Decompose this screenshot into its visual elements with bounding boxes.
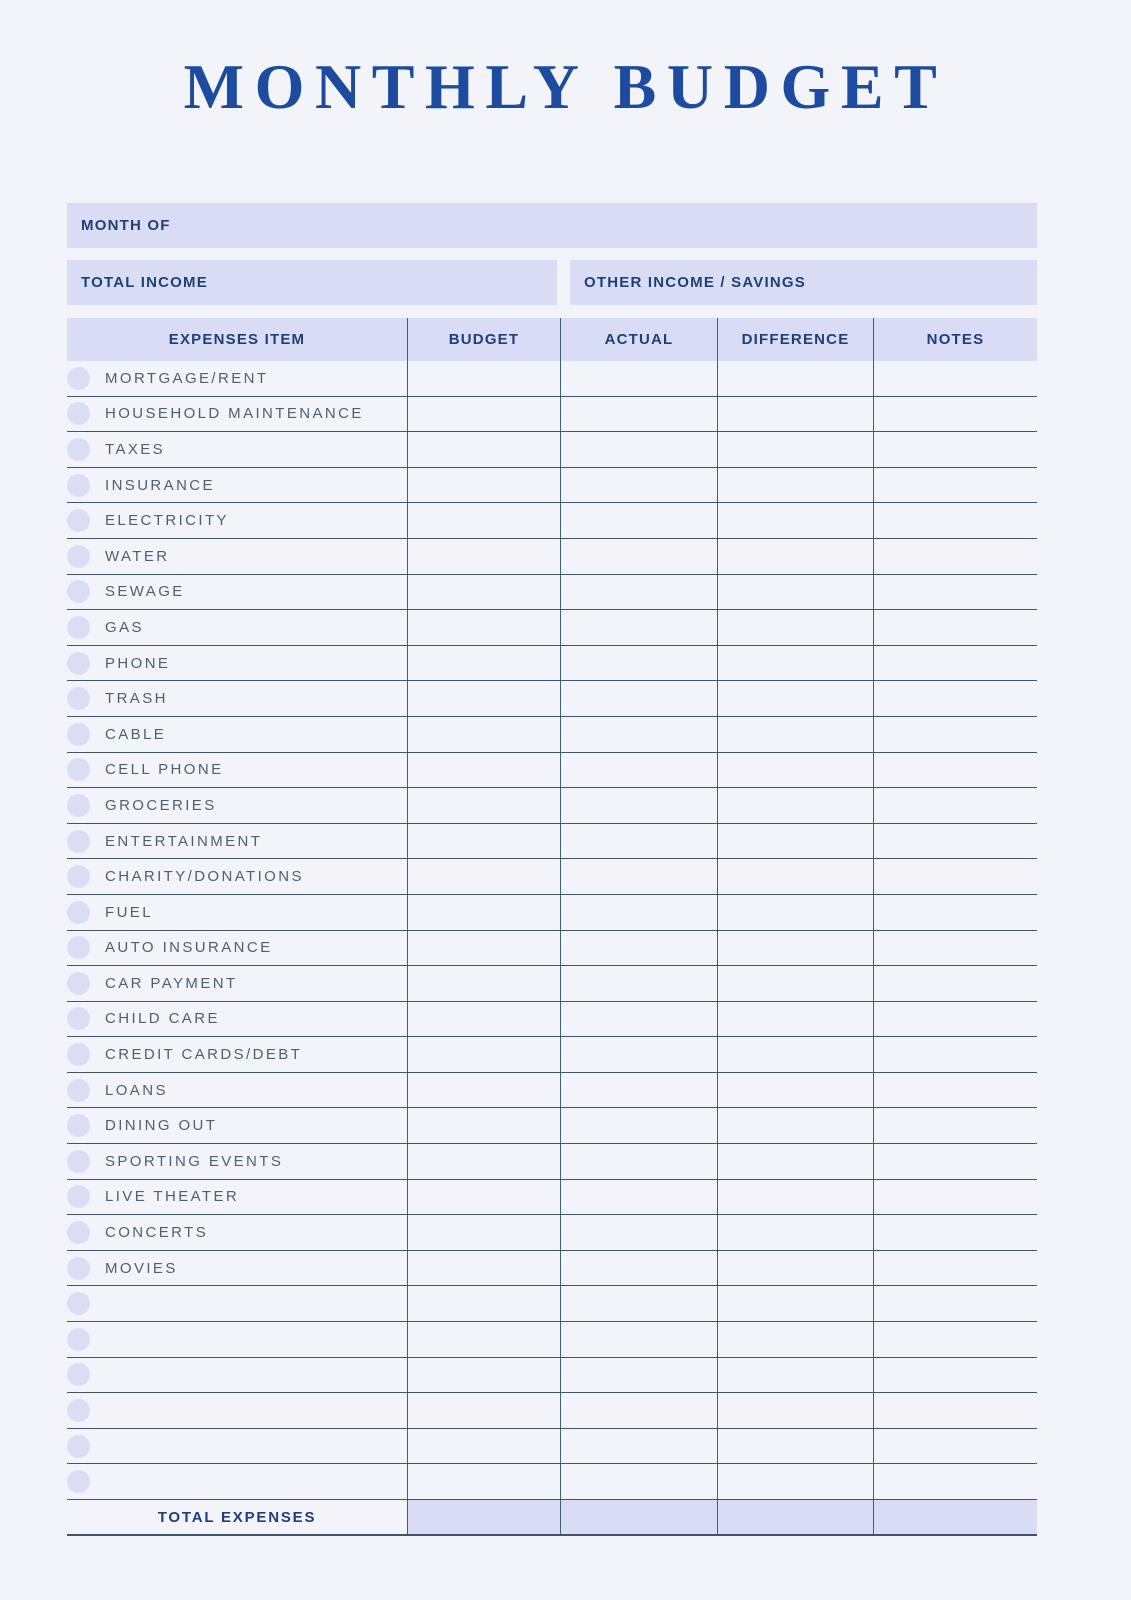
notes-cell[interactable] [874,1215,1037,1250]
table-row [67,1144,1037,1180]
bullet-circle-icon [67,1185,90,1208]
difference-cell[interactable] [718,895,874,930]
table-row [67,610,1037,646]
bullet-circle-icon [67,794,90,817]
difference-cell[interactable] [718,753,874,788]
table-row [67,1180,1037,1216]
table-row [67,859,1037,895]
header-expenses-item: EXPENSES ITEM [67,318,408,361]
actual-cell[interactable] [561,1144,718,1179]
difference-cell[interactable] [718,931,874,966]
table-row [67,1251,1037,1287]
table-row [67,1108,1037,1144]
budget-cell[interactable] [408,1073,561,1108]
difference-cell[interactable] [718,859,874,894]
bullet-circle-icon [67,545,90,568]
budget-cell[interactable] [408,468,561,503]
bullet-circle-icon [67,474,90,497]
budget-cell[interactable] [408,575,561,610]
total-income-label: TOTAL INCOME [81,274,208,291]
table-body [67,361,1037,1500]
expense-item-cell [67,1180,408,1215]
budget-cell[interactable] [408,753,561,788]
table-header-row [67,318,1037,361]
budget-cell[interactable] [408,610,561,645]
expense-item-label: ENTERTAINMENT [105,832,263,850]
actual-cell[interactable] [561,717,718,752]
expense-item-label: INSURANCE [105,476,215,494]
table-row [67,1286,1037,1322]
expense-item-cell [67,1108,408,1143]
expense-item-label: AUTO INSURANCE [105,939,273,957]
table-row [67,1002,1037,1038]
notes-cell[interactable] [874,681,1037,716]
bullet-circle-icon [67,616,90,639]
bullet-circle-icon [67,1399,90,1422]
difference-cell[interactable] [718,432,874,467]
actual-cell[interactable] [561,1322,718,1357]
expense-item-label: DINING OUT [105,1117,218,1135]
month-of-label: MONTH OF [81,217,171,234]
table-row [67,503,1037,539]
actual-cell[interactable] [561,1358,718,1393]
table-row [67,895,1037,931]
expense-item-label: CHILD CARE [105,1010,220,1028]
difference-cell[interactable] [718,717,874,752]
budget-cell[interactable] [408,1144,561,1179]
table-row [67,681,1037,717]
budget-cell[interactable] [408,859,561,894]
expense-item-cell [67,1429,408,1464]
notes-cell[interactable] [874,1358,1037,1393]
budget-cell[interactable] [408,1002,561,1037]
budget-cell[interactable] [408,397,561,432]
expense-item-label: GAS [105,618,144,636]
table-row [67,575,1037,611]
difference-cell[interactable] [718,1144,874,1179]
actual-cell[interactable] [561,1464,718,1499]
expense-item-cell [67,539,408,574]
notes-cell[interactable] [874,1286,1037,1321]
header-actual: ACTUAL [561,318,718,361]
expense-item-cell [67,931,408,966]
difference-cell[interactable] [718,539,874,574]
budget-cell[interactable] [408,1393,561,1428]
notes-cell[interactable] [874,1322,1037,1357]
table-row [67,397,1037,433]
notes-cell[interactable] [874,610,1037,645]
expense-item-cell [67,1215,408,1250]
expenses-table [67,318,1037,1536]
actual-cell[interactable] [561,575,718,610]
budget-cell[interactable] [408,966,561,1001]
budget-cell[interactable] [408,503,561,538]
header-budget: BUDGET [408,318,561,361]
expense-item-cell [67,1037,408,1072]
difference-cell[interactable] [718,575,874,610]
expense-item-label: FUEL [105,903,153,921]
budget-cell[interactable] [408,931,561,966]
actual-cell[interactable] [561,1251,718,1286]
bullet-circle-icon [67,1435,90,1458]
table-row [67,468,1037,504]
expense-item-cell [67,1251,408,1286]
bullet-circle-icon [67,901,90,924]
budget-cell[interactable] [408,646,561,681]
actual-cell[interactable] [561,1108,718,1143]
notes-cell[interactable] [874,1002,1037,1037]
bullet-circle-icon [67,1328,90,1351]
actual-cell[interactable] [561,1286,718,1321]
difference-cell[interactable] [718,1393,874,1428]
actual-cell[interactable] [561,503,718,538]
notes-cell[interactable] [874,1180,1037,1215]
difference-cell[interactable] [718,361,874,396]
bullet-circle-icon [67,402,90,425]
expense-item-cell [67,824,408,859]
notes-cell[interactable] [874,575,1037,610]
notes-cell[interactable] [874,1108,1037,1143]
difference-cell[interactable] [718,610,874,645]
expense-item-label: TAXES [105,440,166,458]
expense-item-cell [67,646,408,681]
difference-cell[interactable] [718,1286,874,1321]
header-notes: NOTES [926,331,985,348]
bullet-circle-icon [67,580,90,603]
notes-cell[interactable] [874,753,1037,788]
expense-item-label: GROCERIES [105,796,217,814]
expense-item-cell [67,1144,408,1179]
expense-item-cell [67,503,408,538]
expense-item-cell [67,1073,408,1108]
page-content [67,203,1037,1536]
total-expenses-row [67,1500,1037,1536]
notes-cell[interactable] [874,788,1037,823]
expense-item-label: LIVE THEATER [105,1188,240,1206]
budget-cell[interactable] [408,895,561,930]
notes-cell[interactable] [874,931,1037,966]
notes-cell[interactable] [874,859,1037,894]
difference-cell[interactable] [718,1037,874,1072]
page-title: MONTHLY BUDGET [183,51,948,122]
budget-cell[interactable] [408,1037,561,1072]
expense-item-cell [67,966,408,1001]
difference-cell[interactable] [718,397,874,432]
budget-cell[interactable] [408,1180,561,1215]
table-row [67,931,1037,967]
actual-cell[interactable] [561,468,718,503]
table-row [67,539,1037,575]
expense-item-cell [67,1393,408,1428]
table-row [67,824,1037,860]
expense-item-cell [67,610,408,645]
difference-cell[interactable] [718,824,874,859]
expense-item-cell [67,681,408,716]
bullet-circle-icon [67,1363,90,1386]
table-row [67,966,1037,1002]
actual-cell[interactable] [561,1180,718,1215]
header-difference: DIFFERENCE [718,318,874,361]
table-row [67,1464,1037,1500]
budget-cell[interactable] [408,1215,561,1250]
budget-cell[interactable] [408,539,561,574]
bullet-circle-icon [67,936,90,959]
difference-cell[interactable] [718,1002,874,1037]
actual-cell[interactable] [561,361,718,396]
table-row [67,1215,1037,1251]
expense-item-label: CONCERTS [105,1224,209,1242]
expense-item-label: CABLE [105,725,167,743]
bullet-circle-icon [67,652,90,675]
table-row [67,753,1037,789]
expense-item-label: CHARITY/DONATIONS [105,868,304,886]
expense-item-label: LOANS [105,1081,168,1099]
notes-cell[interactable] [874,397,1037,432]
expense-item-cell [67,1286,408,1321]
budget-cell[interactable] [408,1108,561,1143]
difference-cell[interactable] [718,1073,874,1108]
actual-cell[interactable] [561,753,718,788]
notes-cell[interactable] [874,824,1037,859]
table-row [67,432,1037,468]
notes-cell[interactable] [874,1144,1037,1179]
difference-cell[interactable] [718,1108,874,1143]
difference-cell[interactable] [718,1429,874,1464]
bullet-circle-icon [67,367,90,390]
notes-cell[interactable] [874,1037,1037,1072]
notes-cell[interactable] [874,1429,1037,1464]
expense-item-cell [67,1322,408,1357]
expense-item-cell [67,1358,408,1393]
actual-cell[interactable] [561,824,718,859]
other-income-field[interactable] [570,260,1037,305]
actual-cell[interactable] [561,397,718,432]
actual-cell[interactable] [561,1073,718,1108]
total-actual-cell[interactable] [561,1500,718,1534]
expense-item-label: CAR PAYMENT [105,974,238,992]
expense-item-label: HOUSEHOLD MAINTENANCE [105,405,364,423]
month-of-field[interactable] [67,203,1037,248]
notes-cell[interactable] [874,1251,1037,1286]
expense-item-cell [67,1464,408,1499]
expense-item-cell [67,788,408,823]
notes-cell[interactable] [874,1073,1037,1108]
bullet-circle-icon [67,723,90,746]
budget-cell[interactable] [408,788,561,823]
actual-cell[interactable] [561,1429,718,1464]
notes-cell[interactable] [874,539,1037,574]
expense-item-cell [67,859,408,894]
budget-cell[interactable] [408,1251,561,1286]
expense-item-label: SEWAGE [105,583,185,601]
table-row [67,1073,1037,1109]
bullet-circle-icon [67,438,90,461]
difference-cell[interactable] [718,1322,874,1357]
actual-cell[interactable] [561,539,718,574]
actual-cell[interactable] [561,1215,718,1250]
actual-cell[interactable] [561,681,718,716]
table-row [67,1393,1037,1429]
total-expenses-label: TOTAL EXPENSES [157,1508,317,1526]
expense-item-label: WATER [105,547,170,565]
other-income-label: OTHER INCOME / SAVINGS [584,274,806,291]
actual-cell[interactable] [561,788,718,823]
actual-cell[interactable] [561,646,718,681]
budget-cell[interactable] [408,717,561,752]
notes-cell[interactable] [874,503,1037,538]
total-budget-cell[interactable] [408,1500,561,1534]
budget-cell[interactable] [408,824,561,859]
expense-item-cell [67,432,408,467]
budget-cell[interactable] [408,1322,561,1357]
table-row [67,1037,1037,1073]
actual-cell[interactable] [561,895,718,930]
difference-cell[interactable] [718,503,874,538]
bullet-circle-icon [67,972,90,995]
budget-cell[interactable] [408,1429,561,1464]
table-row [67,788,1037,824]
difference-cell[interactable] [718,468,874,503]
actual-cell[interactable] [561,859,718,894]
expense-item-cell [67,895,408,930]
difference-cell[interactable] [718,646,874,681]
bullet-circle-icon [67,1150,90,1173]
expense-item-label: PHONE [105,654,171,672]
bullet-circle-icon [67,830,90,853]
expense-item-cell [67,575,408,610]
bullet-circle-icon [67,758,90,781]
actual-cell[interactable] [561,1037,718,1072]
notes-cell[interactable] [874,1393,1037,1428]
notes-cell[interactable] [874,432,1037,467]
notes-cell[interactable] [874,966,1037,1001]
actual-cell[interactable] [561,610,718,645]
actual-cell[interactable] [561,1393,718,1428]
difference-cell[interactable] [718,966,874,1001]
table-row [67,717,1037,753]
bullet-circle-icon [67,509,90,532]
notes-cell[interactable] [874,646,1037,681]
expense-item-label: TRASH [105,690,168,708]
bullet-circle-icon [67,1221,90,1244]
notes-cell[interactable] [874,468,1037,503]
total-expenses-label-cell [67,1500,408,1534]
expense-item-label: CREDIT CARDS/DEBT [105,1046,303,1064]
actual-cell[interactable] [561,931,718,966]
table-row [67,1429,1037,1465]
budget-cell[interactable] [408,681,561,716]
total-difference-cell[interactable] [718,1500,874,1534]
expense-item-label: ELECTRICITY [105,512,229,530]
table-row [67,1322,1037,1358]
difference-cell[interactable] [718,1358,874,1393]
bullet-circle-icon [67,1292,90,1315]
budget-cell[interactable] [408,432,561,467]
expense-item-cell [67,468,408,503]
actual-cell[interactable] [561,432,718,467]
expense-item-cell [67,717,408,752]
difference-cell[interactable] [718,788,874,823]
actual-cell[interactable] [561,966,718,1001]
bullet-circle-icon [67,1043,90,1066]
difference-cell[interactable] [718,1464,874,1499]
notes-cell[interactable] [874,717,1037,752]
notes-cell[interactable] [874,1464,1037,1499]
table-row [67,1358,1037,1394]
expense-item-label: MOVIES [105,1259,178,1277]
table-row [67,361,1037,397]
bullet-circle-icon [67,1079,90,1102]
total-income-field[interactable] [67,260,557,305]
bullet-circle-icon [67,865,90,888]
expense-item-label: CELL PHONE [105,761,224,779]
bullet-circle-icon [67,1470,90,1493]
budget-cell[interactable] [408,1286,561,1321]
difference-cell[interactable] [718,1180,874,1215]
difference-cell[interactable] [718,681,874,716]
expense-item-label: SPORTING EVENTS [105,1152,284,1170]
notes-cell[interactable] [874,361,1037,396]
total-notes-cell[interactable] [874,1500,1037,1534]
expense-item-cell [67,753,408,788]
budget-cell[interactable] [408,1464,561,1499]
bullet-circle-icon [67,1007,90,1030]
bullet-circle-icon [67,1257,90,1280]
table-row [67,646,1037,682]
bullet-circle-icon [67,1114,90,1137]
expense-item-cell [67,397,408,432]
bullet-circle-icon [67,687,90,710]
expense-item-cell [67,361,408,396]
actual-cell[interactable] [561,1002,718,1037]
notes-cell[interactable] [874,895,1037,930]
difference-cell[interactable] [718,1251,874,1286]
expense-item-cell [67,1002,408,1037]
budget-cell[interactable] [408,1358,561,1393]
budget-cell[interactable] [408,361,561,396]
expense-item-label: MORTGAGE/RENT [105,369,269,387]
difference-cell[interactable] [718,1215,874,1250]
income-row [67,260,1037,305]
